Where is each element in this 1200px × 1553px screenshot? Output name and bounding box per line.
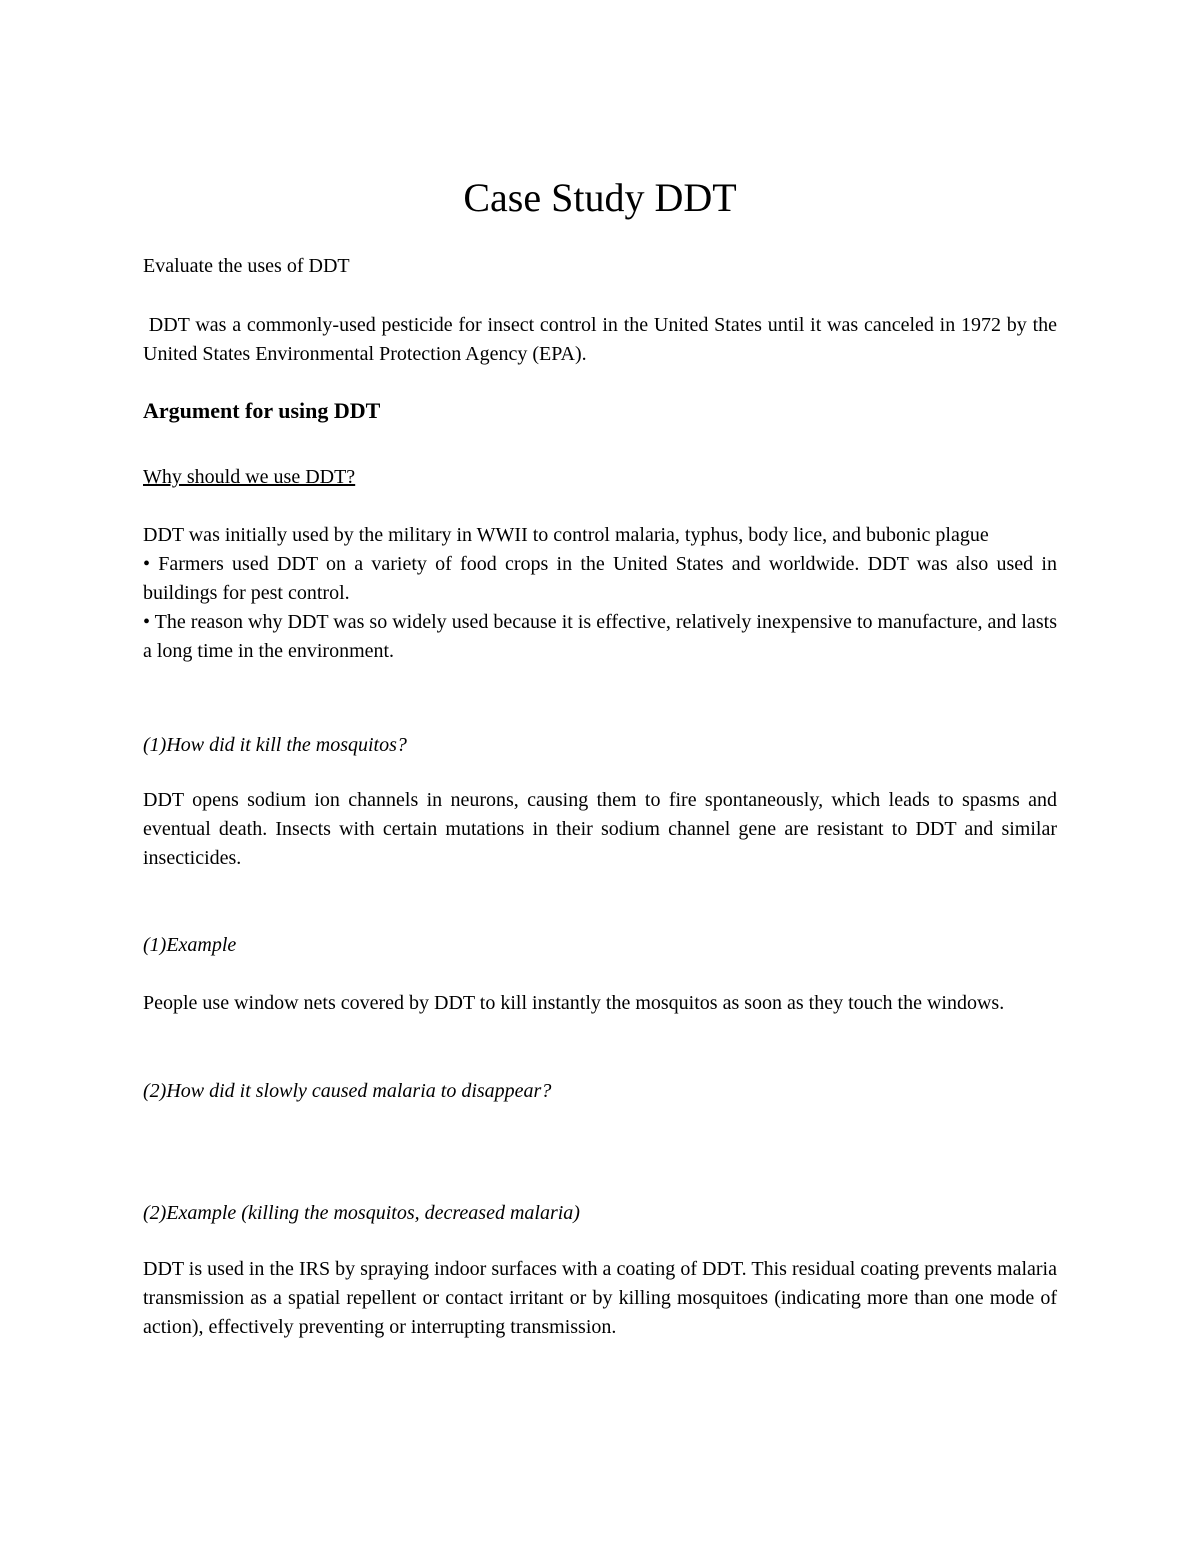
document-title: Case Study DDT xyxy=(463,175,737,220)
example-2-paragraph: DDT is used in the IRS by spraying indoor surfaces with a coating of DDT. This residual coating prevents malaria transmission as a spatial repellent or contact irritant or by killing mosquitoes (indicating more than one mode of action), effectively preventing or interrupting transmission. xyxy=(143,1258,1057,1338)
document-subtitle: Evaluate the uses of DDT xyxy=(143,255,350,277)
question-2: (2)How did it slowly caused malaria to disappear? xyxy=(143,1080,552,1102)
question-heading-why-use-ddt: Why should we use DDT? xyxy=(143,466,356,488)
document-content xyxy=(143,0,1063,1342)
usage-point: DDT was initially used by the military in WWII to control malaria, typhus, body lice, and bubonic plague xyxy=(143,524,989,546)
section-heading-argument-for-ddt: Argument for using DDT xyxy=(143,398,381,423)
example-2-label: (2)Example (killing the mosquitos, decreased malaria) xyxy=(143,1202,580,1224)
intro-paragraph: DDT was a commonly-used pesticide for insect control in the United States until it was canceled in 1972 by the United States Environmental Protection Agency (EPA). xyxy=(143,314,1063,365)
example-1-label: (1)Example xyxy=(143,934,237,956)
usage-points-list xyxy=(143,521,1057,666)
example-1-paragraph: People use window nets covered by DDT to kill instantly the mosquitos as soon as they touch the windows. xyxy=(143,992,1005,1014)
usage-point: • The reason why DDT was so widely used because it is effective, relatively inexpensive to manufacture, and lasts a long time in the environment. xyxy=(143,611,1057,662)
question-1: (1)How did it kill the mosquitos? xyxy=(143,734,407,756)
usage-point: • Farmers used DDT on a variety of food crops in the United States and worldwide. DDT was also used in buildings for pest control. xyxy=(143,553,1057,604)
answer-1-paragraph: DDT opens sodium ion channels in neurons, causing them to fire spontaneously, which leads to spasms and eventual death. Insects with certain mutations in their sodium channel gene are resistant to DDT and similar insecticides. xyxy=(143,789,1057,869)
